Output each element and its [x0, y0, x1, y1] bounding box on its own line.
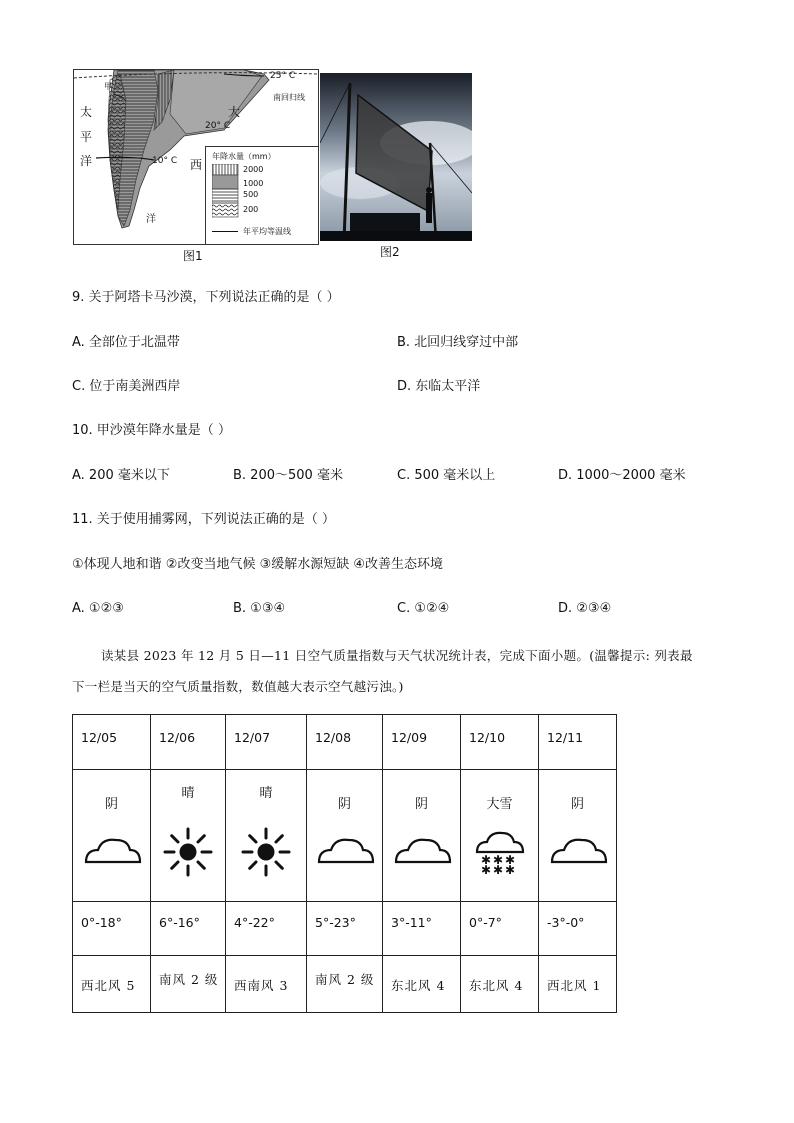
figure1-caption: 图1	[183, 249, 203, 263]
temperature-row	[73, 902, 617, 956]
condition-cell	[383, 770, 461, 902]
atlantic-label-2: 西	[190, 158, 203, 172]
condition-label: 阴	[570, 797, 584, 812]
atlantic-label-1: 大	[228, 105, 241, 119]
figure2-caption: 图2	[380, 245, 400, 259]
q10-stem: 10. 甲沙漠年降水量是（ ）	[72, 423, 231, 438]
q9-option-d: D. 东临太平洋	[397, 379, 481, 394]
condition-label: 晴	[259, 786, 273, 801]
pacific-label-1: 太	[80, 105, 93, 119]
condition-cell	[226, 770, 307, 902]
date-cell: 12/05	[73, 715, 151, 770]
wind-cell: 南风 2 级	[307, 956, 383, 1013]
q11-stem: 11. 关于使用捕雾网，下列说法正确的是（ ）	[72, 512, 335, 527]
legend-swatches	[212, 164, 240, 224]
wind-cell: 东北风 4	[383, 956, 461, 1013]
condition-cell	[307, 770, 383, 902]
isotherm-10-label: 10° C	[152, 156, 178, 166]
legend-title: 年降水量（mm）	[212, 152, 276, 161]
date-cell: 12/10	[461, 715, 539, 770]
condition-cell	[461, 770, 539, 902]
map-legend	[205, 146, 318, 245]
svg-text:✱: ✱	[504, 863, 515, 874]
temperature-cell: 0°-18°	[73, 902, 151, 956]
q9-stem: 9. 关于阿塔卡马沙漠，下列说法正确的是（ ）	[72, 290, 340, 305]
condition-row	[73, 770, 617, 902]
intro-line-1: 读某县 2023 年 12 月 5 日—11 日空气质量指数与天气状况统计表，完成下面小题。(温馨提示: 列表最	[101, 648, 693, 663]
svg-text:✱: ✱	[492, 853, 503, 867]
wind-cell: 西北风 5	[73, 956, 151, 1013]
jia-label: 甲	[104, 82, 112, 91]
date-cell: 12/06	[151, 715, 226, 770]
sun-icon	[162, 826, 214, 878]
q10-option-a: A. 200 毫米以下	[72, 468, 170, 483]
condition-label: 阴	[104, 797, 118, 812]
q10-option-d: D. 1000～2000 毫米	[558, 468, 686, 483]
legend-isotherm-label: 年平均等温线	[243, 227, 291, 236]
pacific-label-3: 洋	[80, 154, 93, 168]
temperature-cell: 6°-16°	[151, 902, 226, 956]
wind-cell: 南风 2 级	[151, 956, 226, 1013]
date-cell: 12/07	[226, 715, 307, 770]
cloud-icon	[315, 832, 375, 864]
cloud-icon	[82, 832, 142, 864]
svg-text:✱: ✱	[480, 863, 491, 874]
cloud-icon	[548, 832, 608, 864]
intro-line-2: 下一栏是当天的空气质量指数，数值越大表示空气越污浊。)	[72, 679, 404, 694]
condition-cell	[151, 770, 226, 902]
date-cell: 12/08	[307, 715, 383, 770]
temperature-cell: -3°-0°	[539, 902, 617, 956]
q11-option-d: D. ②③④	[558, 601, 612, 616]
date-cell: 12/09	[383, 715, 461, 770]
temperature-cell: 0°-7°	[461, 902, 539, 956]
wind-cell: 东北风 4	[461, 956, 539, 1013]
legend-item-500: 500	[243, 190, 259, 199]
wind-cell: 西北风 1	[539, 956, 617, 1013]
isotherm-20-label: 20° C	[205, 121, 231, 131]
temperature-cell: 3°-11°	[383, 902, 461, 956]
q10-option-c: C. 500 毫米以上	[397, 468, 496, 483]
legend-item-2000: 2000	[243, 165, 264, 174]
q10-option-b: B. 200～500 毫米	[233, 468, 343, 483]
isotherm-25-label: 25° C	[270, 71, 296, 81]
q11-option-b: B. ①③④	[233, 601, 286, 616]
svg-text:✱: ✱	[504, 853, 515, 867]
condition-cell	[539, 770, 617, 902]
q11-option-c: C. ①②④	[397, 601, 450, 616]
condition-label: 大雪	[486, 797, 513, 812]
weather-table	[72, 714, 617, 1013]
condition-cell	[73, 770, 151, 902]
date-cell: 12/11	[539, 715, 617, 770]
svg-text:✱: ✱	[480, 853, 491, 867]
svg-text:✱: ✱	[492, 863, 503, 874]
condition-label: 晴	[181, 786, 195, 801]
wind-row	[73, 956, 617, 1013]
fog-net-photo-graphic	[320, 73, 472, 241]
figure1-map	[73, 69, 319, 245]
cloud-icon	[392, 832, 452, 864]
atlantic-label-3: 洋	[146, 214, 156, 225]
condition-label: 阴	[337, 797, 351, 812]
figure2-photo	[320, 73, 472, 241]
q11-statements: ①体现人地和谐 ②改变当地气候 ③缓解水源短缺 ④改善生态环境	[72, 557, 444, 572]
pacific-label-2: 平	[80, 130, 93, 144]
q9-option-b: B. 北回归线穿过中部	[397, 335, 519, 350]
wind-cell: 西南风 3	[226, 956, 307, 1013]
temperature-cell: 4°-22°	[226, 902, 307, 956]
legend-isotherm-line	[212, 231, 238, 232]
sun-icon	[240, 826, 292, 878]
date-row	[73, 715, 617, 770]
snow-icon	[473, 828, 527, 874]
legend-item-1000: 1000	[243, 179, 264, 188]
tropic-label: 南回归线	[273, 93, 305, 102]
q9-option-a: A. 全部位于北温带	[72, 335, 180, 350]
q11-option-a: A. ①②③	[72, 601, 124, 616]
q9-option-c: C. 位于南美洲西岸	[72, 379, 181, 394]
temperature-cell: 5°-23°	[307, 902, 383, 956]
condition-label: 阴	[414, 797, 428, 812]
legend-item-200: 200	[243, 205, 259, 214]
